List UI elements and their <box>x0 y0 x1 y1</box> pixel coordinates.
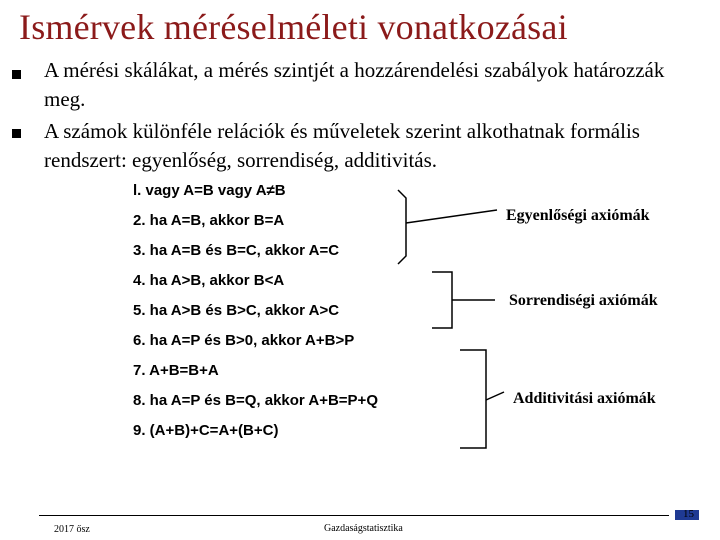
additivity-axioms-label: Additivitási axiómák <box>513 390 656 407</box>
order-axioms-label: Sorrendiségi axiómák <box>509 292 658 309</box>
axiom-6: 6. ha A=P és B>0, akkor A+B>P <box>133 332 355 349</box>
axiom-3: 3. ha A=B és B=C, akkor A=C <box>133 242 340 259</box>
bullet-text: A mérési skálákat, a mérés szintjét a hozzárendelési szabályok határozzák meg. <box>44 58 665 111</box>
axiom-8: 8. ha A=P és B=Q, akkor A+B=P+Q <box>133 392 378 409</box>
equality-bracket <box>398 190 497 264</box>
footer-semester: 2017 ősz <box>54 524 90 535</box>
axiom-7: 7. A+B=B+A <box>133 362 219 379</box>
footer-divider <box>39 515 669 516</box>
axiom-9: 9. (A+B)+C=A+(B+C) <box>133 422 279 439</box>
axiom-4: 4. ha A>B, akkor B<A <box>133 272 285 289</box>
slide-title: Ismérvek méréselméleti vonatkozásai <box>19 7 568 47</box>
axiom-5: 5. ha A>B és B>C, akkor A>C <box>133 302 340 319</box>
bullet-text: A számok különféle relációk és műveletek szerint alkothatnak formális rendszert: egyenlőség, sorrendiség, additivitás. <box>44 119 640 172</box>
footer-course: Gazdaságstatisztika <box>324 523 403 534</box>
axiom-1: l. vagy A=B vagy A≠B <box>133 182 286 199</box>
equality-axioms-label: Egyenlőségi axiómák <box>506 207 650 224</box>
page-number: 15 <box>683 508 694 520</box>
additivity-bracket <box>460 350 504 448</box>
axiom-2: 2. ha A=B, akkor B=A <box>133 212 285 229</box>
order-bracket <box>432 272 495 328</box>
